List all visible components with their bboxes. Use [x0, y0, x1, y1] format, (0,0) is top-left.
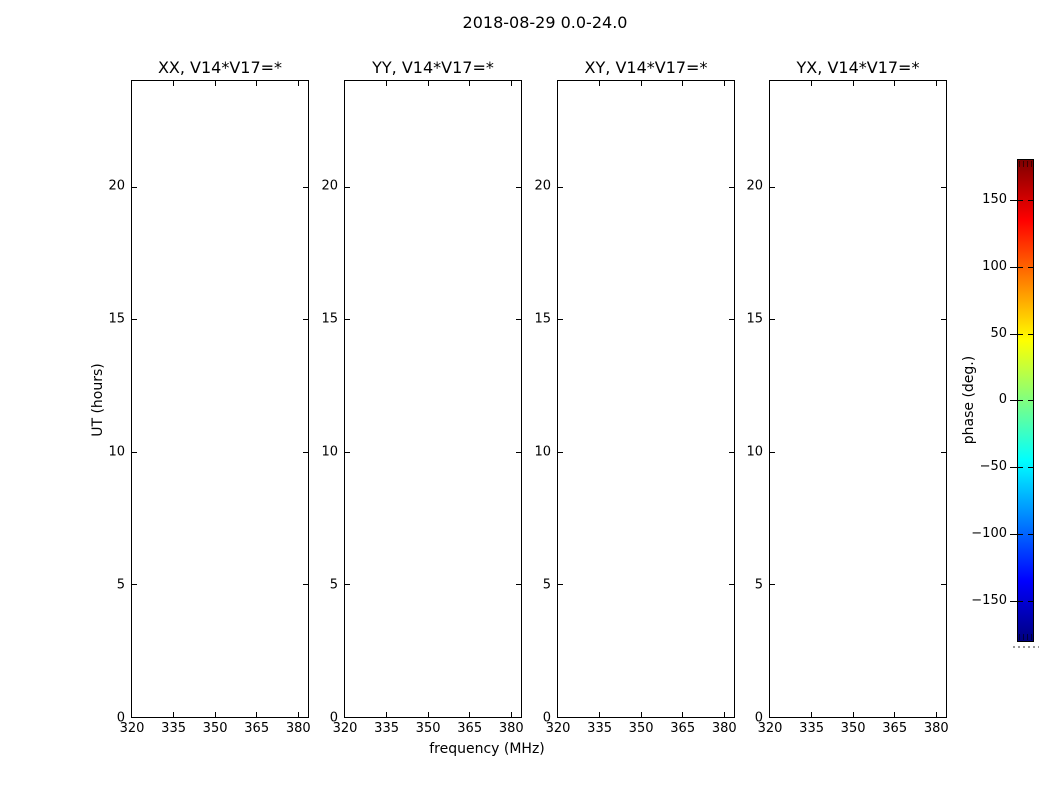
x-tick [682, 81, 683, 86]
y-tick-label: 15 [534, 311, 551, 327]
colorbar-tick [1010, 267, 1023, 268]
x-tick-label: 335 [374, 721, 400, 736]
x-tick-label: 335 [799, 721, 825, 736]
colorbar-tick [1028, 267, 1034, 268]
x-tick [215, 712, 216, 717]
x-tick [511, 712, 512, 717]
y-tick [303, 584, 308, 585]
colorbar-tick-label: −50 [979, 459, 1007, 475]
subplot-yy-title: YY, V14*V17=* [372, 58, 494, 77]
x-tick [173, 81, 174, 86]
colorbar-tick [1010, 601, 1023, 602]
colorbar-tick-label: 0 [998, 392, 1007, 408]
y-tick [729, 584, 734, 585]
subplot-yy [321, 58, 524, 736]
y-tick-label: 0 [116, 710, 125, 726]
x-axis-label: frequency (MHz) [429, 741, 545, 757]
colorbar-tick-label: −150 [971, 592, 1007, 608]
y-tick-label: 10 [108, 444, 125, 460]
y-tick [729, 452, 734, 453]
colorbar-tick [1028, 400, 1034, 401]
x-tick-label: 365 [670, 721, 696, 736]
y-tick [516, 452, 521, 453]
y-tick-label: 10 [746, 444, 763, 460]
colorbar-label: phase (deg.) [961, 355, 977, 445]
subplot-yy-plot-area [344, 80, 522, 718]
y-tick [345, 452, 350, 453]
x-tick-label: 335 [587, 721, 613, 736]
x-tick-label: 320 [545, 721, 571, 736]
colorbar-tick [1028, 334, 1034, 335]
y-tick [941, 584, 946, 585]
x-tick [256, 81, 257, 86]
x-tick [894, 712, 895, 717]
y-tick [558, 187, 563, 188]
x-tick-label: 350 [628, 721, 654, 736]
x-tick [511, 81, 512, 86]
y-tick [303, 187, 308, 188]
x-tick-label: 350 [415, 721, 441, 736]
x-tick [256, 712, 257, 717]
x-tick [215, 81, 216, 86]
x-tick [428, 712, 429, 717]
x-tick [428, 81, 429, 86]
y-tick [941, 319, 946, 320]
subplot-xy-title: XY, V14*V17=* [584, 58, 708, 77]
subplot-yx-plot-area [769, 80, 947, 718]
x-tick [894, 81, 895, 86]
subplot-xx [108, 58, 311, 736]
x-tick [298, 712, 299, 717]
y-tick [345, 584, 350, 585]
y-tick-label: 20 [321, 178, 338, 194]
y-tick [303, 319, 308, 320]
y-tick [770, 584, 775, 585]
y-tick-label: 20 [746, 178, 763, 194]
colorbar-tick-label: 50 [990, 325, 1007, 341]
x-tick-label: 320 [757, 721, 783, 736]
y-tick-label: 20 [108, 178, 125, 194]
y-tick-label: 15 [108, 311, 125, 327]
y-tick [132, 187, 137, 188]
colorbar-top-hatch [1019, 161, 1032, 167]
colorbar-tick [1028, 467, 1034, 468]
subplot-yx-title: YX, V14*V17=* [796, 58, 920, 77]
y-tick [770, 319, 775, 320]
x-tick [724, 81, 725, 86]
x-tick [724, 712, 725, 717]
colorbar-tick [1028, 601, 1034, 602]
colorbar-tick [1028, 200, 1034, 201]
y-tick [729, 319, 734, 320]
colorbar-tick-label: 100 [982, 258, 1007, 274]
y-tick-label: 5 [116, 577, 125, 593]
colorbar-bottom-dots [1013, 646, 1039, 648]
x-tick-label: 380 [498, 721, 524, 736]
y-tick [558, 584, 563, 585]
colorbar-tick [1010, 200, 1023, 201]
y-tick [132, 584, 137, 585]
x-tick [853, 712, 854, 717]
x-tick [936, 712, 937, 717]
y-tick-label: 0 [542, 710, 551, 726]
y-axis-label: UT (hours) [90, 363, 106, 437]
colorbar-bottom-hatch [1019, 634, 1032, 640]
y-tick [558, 319, 563, 320]
colorbar-tick [1028, 534, 1034, 535]
x-tick-label: 365 [882, 721, 908, 736]
colorbar-tick [1010, 334, 1023, 335]
y-tick-label: 15 [746, 311, 763, 327]
x-tick [469, 81, 470, 86]
y-tick [729, 187, 734, 188]
x-tick-label: 350 [202, 721, 228, 736]
x-tick-label: 380 [923, 721, 949, 736]
subplot-yx [746, 58, 949, 736]
y-tick [132, 452, 137, 453]
x-tick [853, 81, 854, 86]
y-tick-label: 0 [329, 710, 338, 726]
x-tick-label: 320 [332, 721, 358, 736]
y-tick [558, 452, 563, 453]
x-tick-label: 380 [285, 721, 311, 736]
subplot-xx-title: XX, V14*V17=* [157, 58, 283, 77]
y-tick [516, 187, 521, 188]
x-tick [173, 712, 174, 717]
x-tick [682, 712, 683, 717]
x-tick-label: 365 [457, 721, 483, 736]
x-tick [811, 712, 812, 717]
y-tick [770, 187, 775, 188]
y-tick [345, 187, 350, 188]
colorbar-tick-label: 150 [982, 192, 1007, 207]
x-tick [599, 712, 600, 717]
y-tick [516, 584, 521, 585]
y-tick [516, 319, 521, 320]
y-tick-label: 0 [754, 710, 763, 726]
subplot-xx-plot-area [131, 80, 309, 718]
x-tick-label: 320 [119, 721, 145, 736]
colorbar-tick [1010, 467, 1023, 468]
y-tick [303, 452, 308, 453]
y-tick [770, 452, 775, 453]
x-tick [599, 81, 600, 86]
y-tick [941, 187, 946, 188]
x-tick-label: 365 [244, 721, 270, 736]
x-tick-label: 350 [840, 721, 866, 736]
x-tick [469, 712, 470, 717]
x-tick [386, 712, 387, 717]
colorbar-tick-label: −100 [971, 526, 1007, 541]
x-tick-label: 335 [161, 721, 187, 736]
y-tick [345, 319, 350, 320]
y-tick-label: 10 [534, 444, 551, 460]
x-tick [386, 81, 387, 86]
y-tick [941, 452, 946, 453]
x-tick [811, 81, 812, 86]
subplot-xy [534, 58, 737, 736]
y-tick-label: 20 [534, 178, 551, 194]
x-tick-label: 380 [711, 721, 737, 736]
x-tick [641, 712, 642, 717]
x-tick [936, 81, 937, 86]
y-tick [132, 319, 137, 320]
y-tick-label: 10 [321, 444, 338, 460]
x-tick [641, 81, 642, 86]
y-tick-label: 15 [321, 311, 338, 327]
subplot-xy-plot-area [557, 80, 735, 718]
colorbar-tick [1010, 534, 1023, 535]
y-tick-label: 5 [542, 577, 551, 593]
figure-title: 2018-08-29 0.0-24.0 [462, 13, 628, 32]
x-tick [298, 81, 299, 86]
colorbar-tick [1010, 400, 1023, 401]
y-tick-label: 5 [754, 577, 763, 593]
y-tick-label: 5 [329, 577, 338, 593]
